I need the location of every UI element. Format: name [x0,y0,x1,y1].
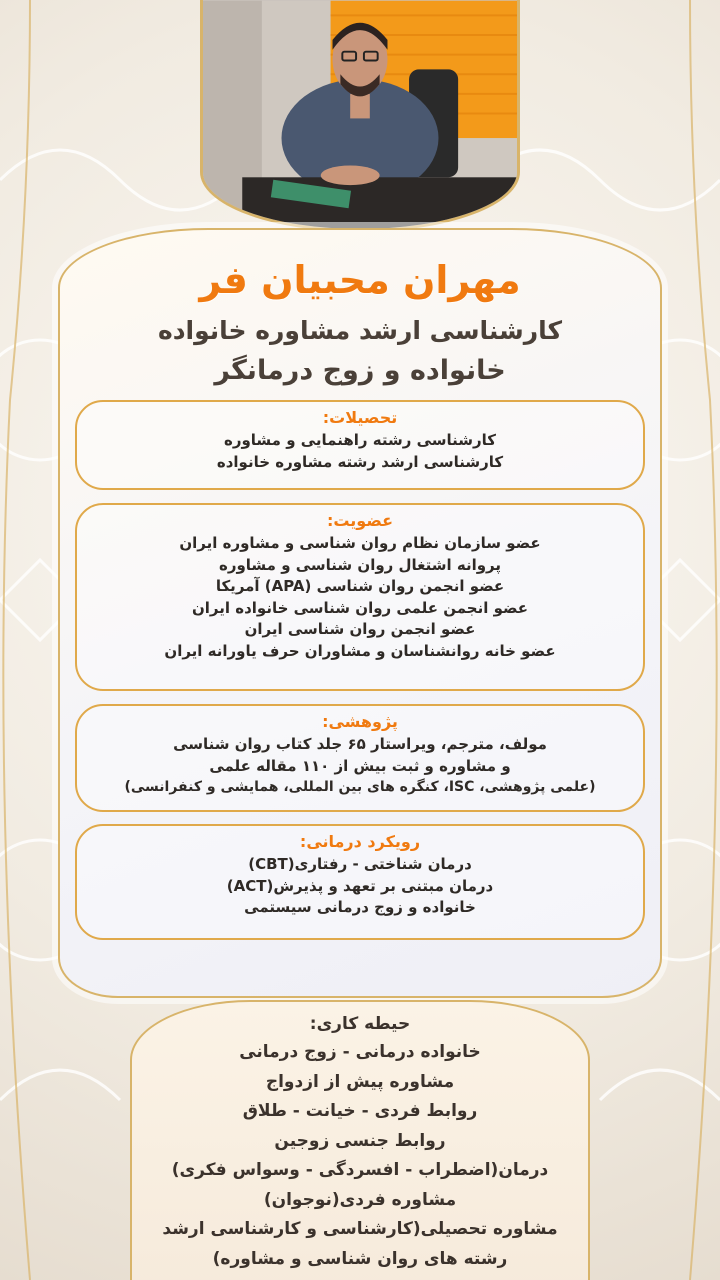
work-field-item: خانواده درمانی - زوج درمانی [239,1042,481,1062]
work-field-item: مشاوره فردی(نوجوان) [263,1189,457,1210]
research-heading: پژوهشی: [322,712,398,731]
work-field-heading: حیطه کاری: [309,1014,411,1034]
work-field-item: مشاوره پیش از ازدواج [265,1071,455,1092]
profile-photo-illustration [203,0,517,229]
membership-item: عضو سازمان نظام روان شناسی و مشاوره ایران [179,534,541,552]
therapy-approach-section [75,824,645,940]
membership-item: عضو انجمن علمی روان شناسی خانواده ایران [191,598,529,617]
person-name: مهران محبیان فر [199,258,521,302]
membership-item: پروانه اشتغال روان شناسی و مشاوره [218,555,502,574]
membership-section [75,503,645,691]
approach-item: خانواده و زوج درمانی سیستمی [244,898,476,916]
work-field-item: درمان(اضطراب - افسردگی - وسواس فکری) [171,1160,549,1180]
membership-item: عضو خانه روانشناسان و مشاوران حرف یاورانه ایران [164,641,556,660]
work-field-item: روابط فردی - خیانت - طلاق [242,1101,478,1121]
degree-title: کارشناسی ارشد مشاوره خانواده [157,316,563,345]
research-item: و مشاوره و ثبت بیش از ۱۱۰ مقاله علمی [209,756,511,775]
education-item: کارشناسی ارشد رشته مشاوره خانواده [216,452,504,471]
research-item: (علمی پژوهشی، ISC، کنگره های بین المللی، همایشی و کنفرانسی) [124,779,596,795]
research-item: مولف، مترجم، ویراستار ۶۵ جلد کتاب روان شناسی [173,735,547,753]
profile-photo [200,0,520,232]
approach-heading: رویکرد درمانی: [299,832,421,851]
membership-item: عضو انجمن روان شناسی (APA) آمریکا [215,577,505,595]
education-section [75,400,645,490]
research-section [75,704,645,812]
work-field-item: روابط جنسی زوجین [274,1130,446,1151]
approach-item: درمان مبتنی بر تعهد و پذیرش(ACT) [226,876,494,895]
specialty-title: خانواده و زوج درمانگر [214,355,506,386]
work-field-section [100,1010,620,1274]
work-field-item: رشته های روان شناسی و مشاوره) [212,1248,508,1269]
membership-item: عضو انجمن روان شناسی ایران [244,620,476,638]
membership-heading: عضویت: [326,511,394,530]
approach-item: درمان شناختی - رفتاری(CBT) [248,855,472,873]
education-item: کارشناسی رشته راهنمایی و مشاوره [223,431,497,449]
education-heading: تحصیلات: [322,408,398,427]
work-field-item: مشاوره تحصیلی(کارشناسی و کارشناسی ارشد [162,1219,558,1239]
